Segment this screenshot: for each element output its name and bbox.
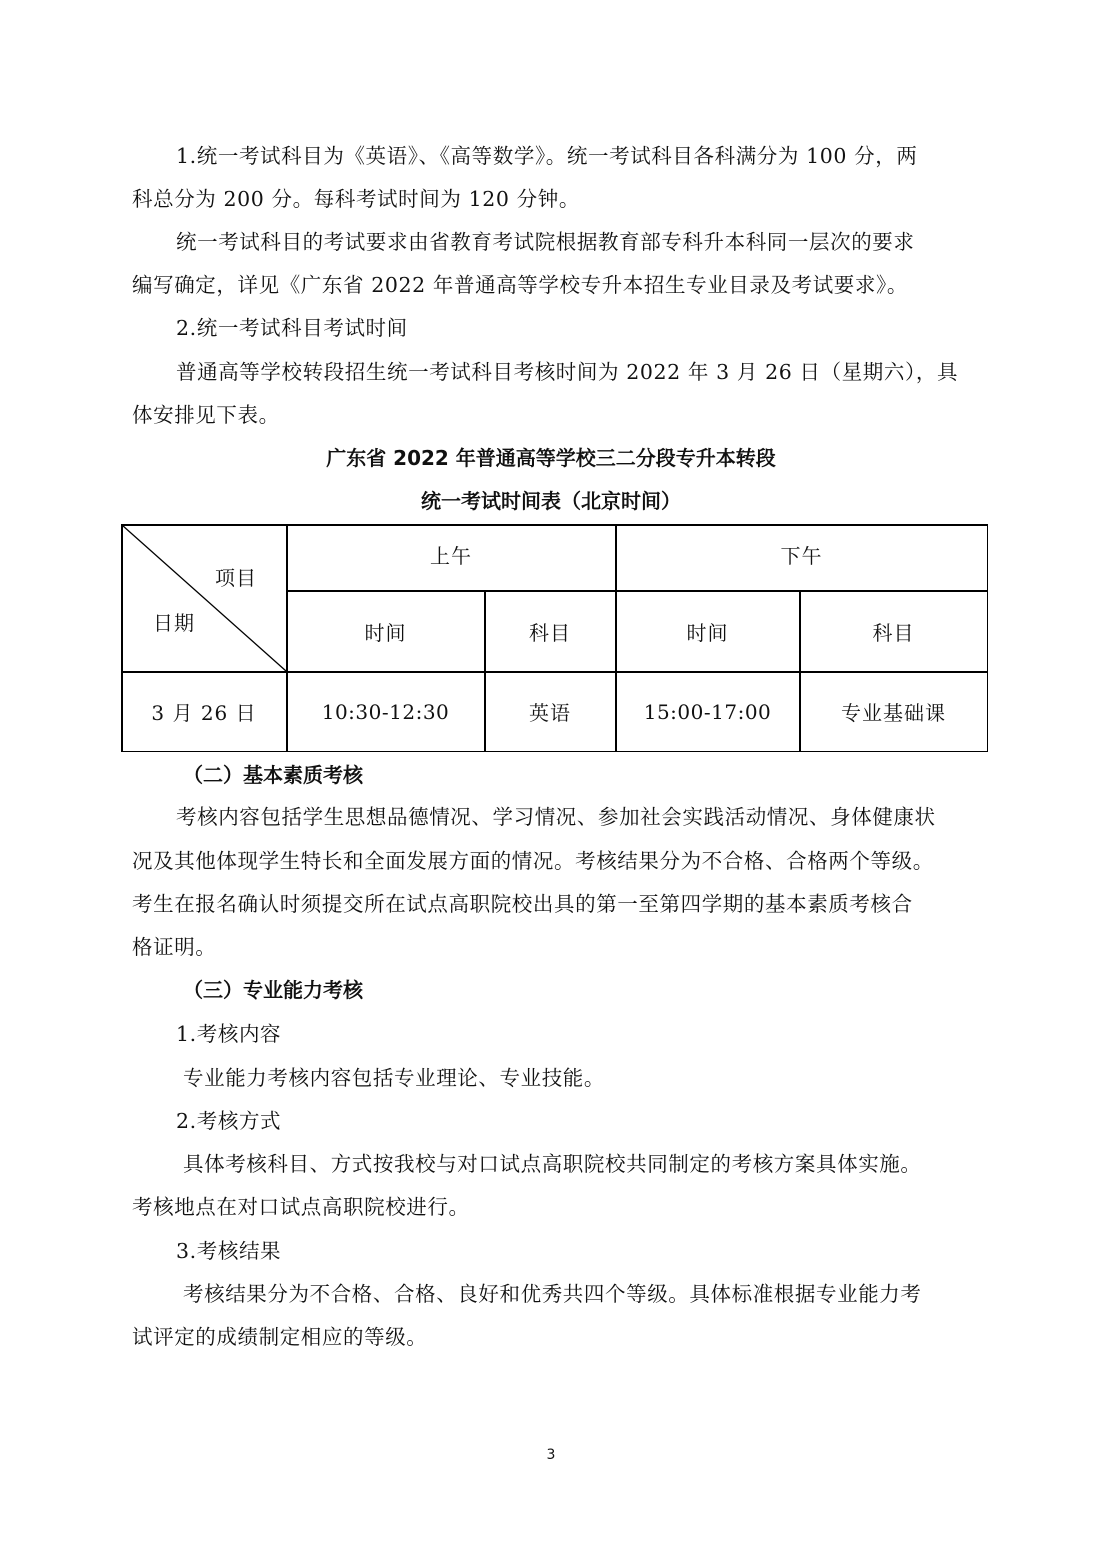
paragraph-assessment-method-line2: 考核地点在对口试点高职院校进行。 [132,1195,470,1219]
paragraph-assessment-result-line2: 试评定的成绩制定相应的等级。 [132,1325,428,1349]
paragraph-basic-quality-line1: 考核内容包括学生思想品德情况、学习情况、参加社会实践活动情况、身体健康状 [176,805,936,829]
header-morning: 上午 [430,544,472,568]
header-am-time: 时间 [364,620,407,645]
subheading-assessment-method: 2.考核方式 [176,1109,282,1133]
cell-pm-subject: 专业基础课 [841,701,946,725]
heading-professional-ability-assessment: （三）专业能力考核 [183,978,363,1002]
diagonal-header-line [121,524,287,672]
corner-label-item: 项目 [215,565,257,590]
paragraph-basic-quality-line4: 格证明。 [132,935,217,959]
paragraph-exam-date-line2: 体安排见下表。 [132,403,280,427]
paragraph-basic-quality-line3: 考生在报名确认时须提交所在试点高职院校出具的第一至第四学期的基本素质考核合 [132,892,913,916]
header-pm-subject: 科目 [872,620,915,645]
page-number: 3 [546,1447,556,1463]
paragraph-exam-requirements-line2: 编写确定，详见《广东省 2022 年普通高等学校专升本招生专业目录及考试要求》。 [132,273,908,297]
header-am-subject: 科目 [529,620,571,645]
corner-label-date: 日期 [153,610,195,635]
header-afternoon: 下午 [780,544,823,568]
subheading-exam-time: 2.统一考试科目考试时间 [176,316,408,340]
paragraph-exam-subjects-line1: 1.统一考试科目为《英语》、《高等数学》。统一考试科目各科满分为 100 分，两 [176,144,918,168]
subheading-assessment-content: 1.考核内容 [176,1022,282,1046]
paragraph-assessment-result-line1: 考核结果分为不合格、合格、良好和优秀共四个等级。具体标准根据专业能力考 [183,1282,922,1306]
heading-basic-quality-assessment: （二）基本素质考核 [183,763,363,787]
cell-am-time: 10:30-12:30 [321,699,450,724]
paragraph-assessment-content: 专业能力考核内容包括专业理论、专业技能。 [183,1066,605,1090]
exam-schedule-table [121,524,988,752]
paragraph-basic-quality-line2: 况及其他体现学生特长和全面发展方面的情况。考核结果分为不合格、合格两个等级。 [132,849,934,873]
paragraph-assessment-method-line1: 具体考核科目、方式按我校与对口试点高职院校共同制定的考核方案具体实施。 [183,1152,922,1176]
header-pm-time: 时间 [686,620,729,645]
paragraph-exam-subjects-line2: 科总分为 200 分。每科考试时间为 120 分钟。 [132,187,580,211]
cell-am-subject: 英语 [529,701,571,725]
paragraph-exam-requirements-line1: 统一考试科目的考试要求由省教育考试院根据教育部专科升本科同一层次的要求 [176,230,915,254]
cell-date: 3 月 26 日 [151,701,257,725]
paragraph-exam-date-line1: 普通高等学校转段招生统一考试科目考核时间为 2022 年 3 月 26 日（星期六），具 [176,360,959,384]
cell-pm-time: 15:00-17:00 [643,699,772,724]
table-title-line1: 广东省 2022 年普通高等学校三二分段专升本转段 [326,446,776,470]
table-title-line2: 统一考试时间表（北京时间） [421,489,681,513]
subheading-assessment-result: 3.考核结果 [176,1239,282,1263]
